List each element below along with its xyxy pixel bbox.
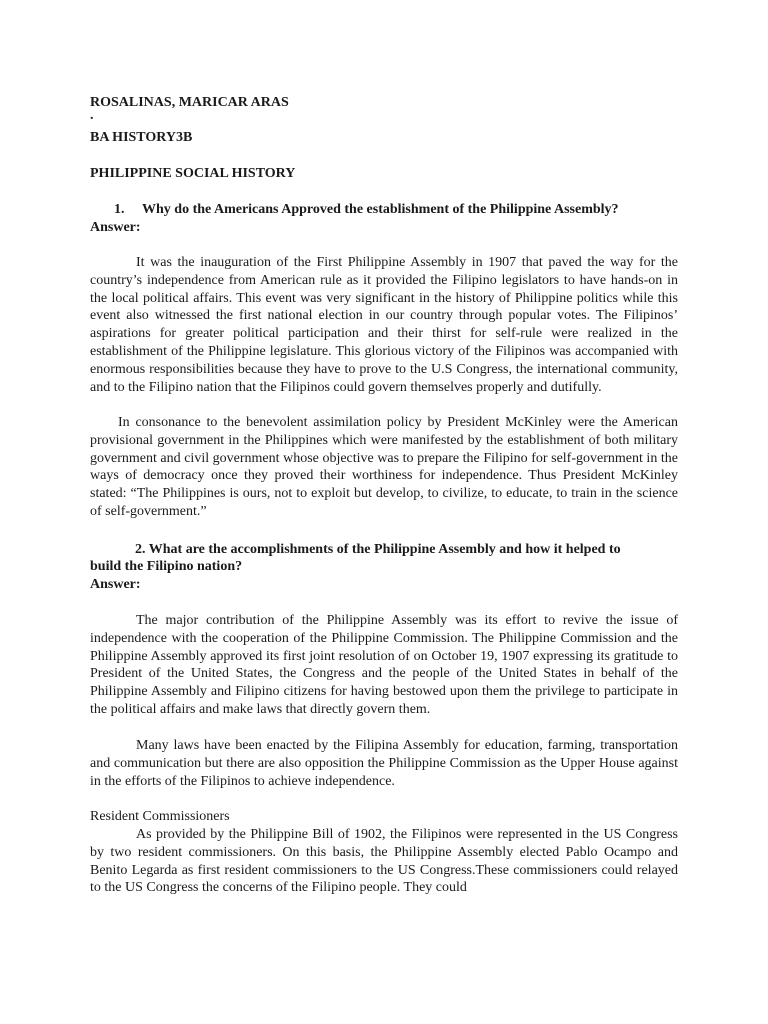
question-1-number: 1. [114, 202, 125, 217]
answer-2-paragraph-2: Many laws have been enacted by the Filipina Assembly for education, farming, transportation and communication but there are also opposition the Philippine Commission as the Upper House against in the efforts of the Filipinos to achieve independence. [90, 738, 678, 789]
author-name: ROSALINAS, MARICAR ARAS [90, 95, 289, 110]
resident-commissioners-paragraph: As provided by the Philippine Bill of 1902, the Filipinos were represented in the US Congress by two resident commissioners. On this basis, the Philippine Assembly elected Pablo Ocampo and Benito Legarda as first resident commissioners to the US Congress.These commissioners could relayed to the US Congress the concerns of the Filipino people. They could [90, 827, 678, 896]
answer-2-paragraph-1: The major contribution of the Philippine Assembly was its effort to revive the issue of independence with the cooperation of the Philippine Commission. The Philippine Commission and the Philippine Assembly approved its first joint resolution of on October 19, 1907 expressing its gratitude to President of the United States, the Congress and the people of the United States in behalf of the Philippine Assembly and Filipino citizens for having bestowed upon them the privilege to participate in the political affairs and make laws that directly govern them. [90, 613, 678, 717]
subject-title: PHILIPPINE SOCIAL HISTORY [90, 166, 296, 181]
question-1 [90, 201, 619, 219]
course-name: BA HISTORY3B [90, 130, 193, 145]
question-2-line-1: 2. What are the accomplishments of the Philippine Assembly and how it helped to [135, 542, 621, 557]
answer-1-paragraph-2: In consonance to the benevolent assimilation policy by President McKinley were the American provisional government in the Philippines which were manifested by the establishment of both military government and civil government whose objective was to prepare the Filipino for self-government in the ways of democracy once they proved their worthiness for independence. Thus President McKinley stated: “The Philippines is ours, not to exploit but develop, to civilize, to educate, to train in the science of self-government.” [90, 415, 678, 519]
resident-commissioners-heading: Resident Commissioners [90, 809, 230, 824]
question-2-line-2: build the Filipino nation? [90, 559, 243, 574]
answer-2-label: Answer: [90, 577, 141, 592]
author-dot: . [90, 108, 94, 123]
question-1-text: Why do the Americans Approved the establishment of the Philippine Assembly? [142, 202, 619, 217]
answer-1-paragraph-1: It was the inauguration of the First Philippine Assembly in 1907 that paved the way for the country’s independence from American rule as it provided the Filipino legislators to have hands-on in the local political affairs. This event was very significant in the history of Philippine politics while this event also witnessed the first national election in our country through popular votes. The Filipinos’ aspirations for greater political participation and their thirst for self-rule were realized in the establishment of the Philippine legislature. This glorious victory of the Filipinos was accompanied with enormous responsibilities because they have to prove to the U.S Congress, the international community, and to the Filipino nation that the Filipinos could govern themselves properly and dutifully. [90, 255, 678, 395]
answer-1-label: Answer: [90, 220, 141, 235]
